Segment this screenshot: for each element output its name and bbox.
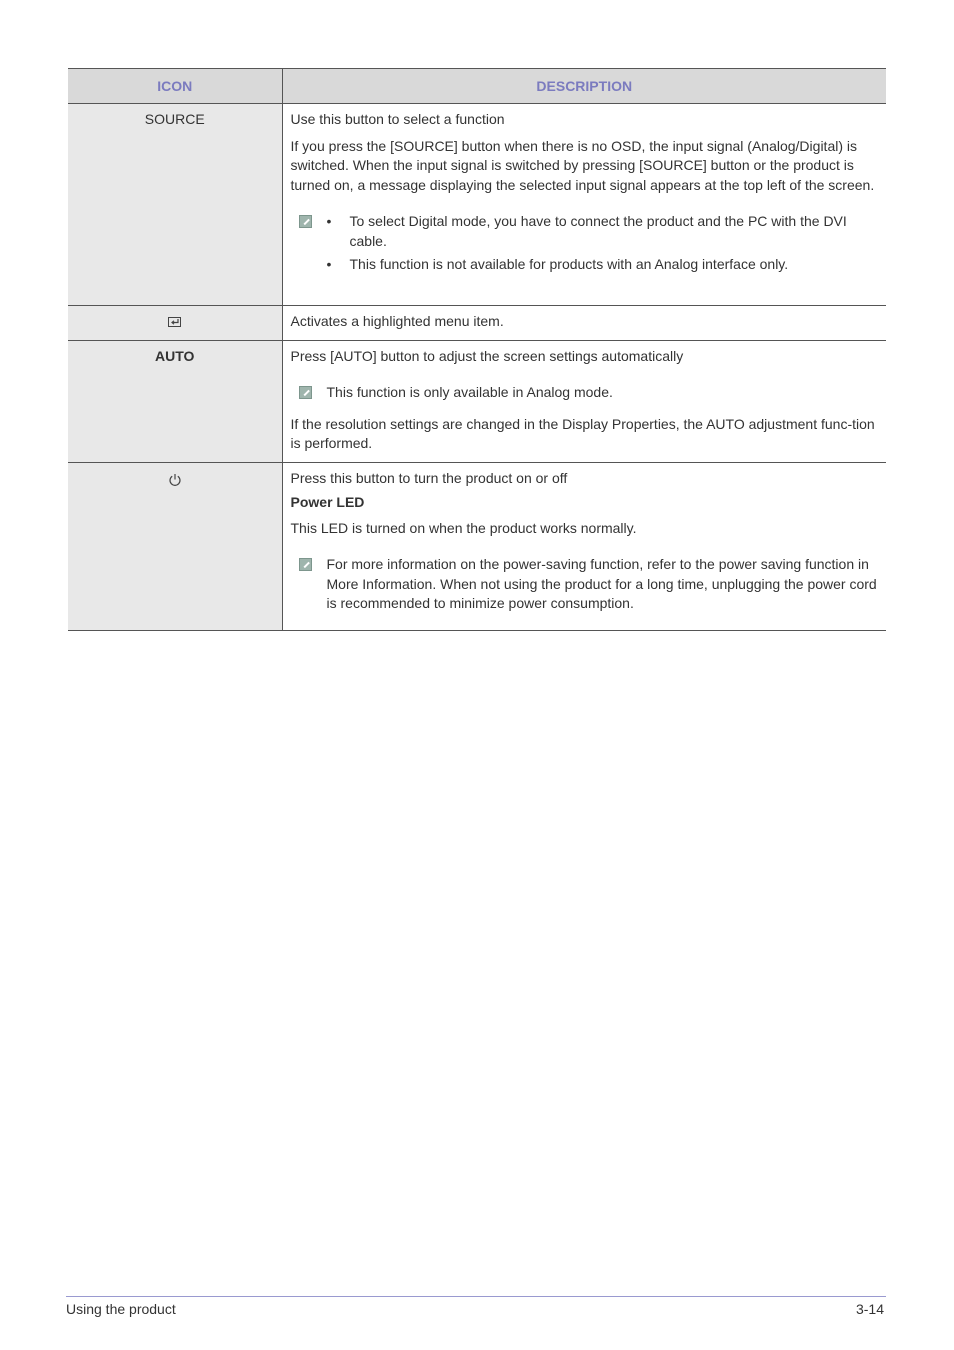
- table-row: [68, 104, 886, 306]
- note-icon: [299, 215, 312, 228]
- note-list-item: • This function is not available for products with an Analog interface only.: [327, 255, 879, 275]
- description-line: Press this button to turn the product on or off: [290, 469, 568, 486]
- note-text: This function is only available in Analog mode.: [326, 384, 613, 400]
- description-line: Press [AUTO] button to adjust the screen settings automatically: [290, 347, 684, 364]
- icon-cell: [68, 462, 282, 630]
- power-icon: [168, 473, 182, 493]
- table-header-row: [68, 69, 886, 104]
- note-block: [291, 212, 879, 275]
- table-row: [68, 340, 886, 462]
- footer-page-number: 3-14: [855, 1301, 884, 1317]
- enter-icon: [168, 317, 181, 327]
- icon-cell: [68, 306, 282, 341]
- footer-rule: [66, 1296, 886, 1297]
- icon-cell: [68, 340, 282, 462]
- note-list: [327, 212, 879, 275]
- note-text: For more information on the power-saving function, refer to the power saving function in More Information. When not using the product for a long time, unplugging the power cord is recommended to minimize power consumption.: [326, 556, 877, 611]
- description-line: Activates a highlighted menu item.: [290, 313, 504, 329]
- source-label: SOURCE: [144, 111, 205, 127]
- note-block: [291, 383, 879, 403]
- description-line: If the resolution settings are changed in the Display Properties, the AUTO adjustment func-tion is performed.: [290, 415, 875, 451]
- auto-label: AUTO: [155, 347, 195, 364]
- table-row: [68, 306, 886, 341]
- button-description-table: [68, 68, 886, 631]
- description-cell: [282, 104, 886, 306]
- note-icon: [299, 386, 312, 399]
- header-description: DESCRIPTION: [282, 69, 886, 104]
- icon-cell: [68, 104, 282, 306]
- description-cell: [282, 462, 886, 630]
- description-line: Use this button to select a function: [290, 111, 505, 127]
- description-cell: [282, 306, 886, 341]
- table-row: [68, 462, 886, 630]
- description-line: This LED is turned on when the product works normally.: [290, 519, 637, 536]
- note-icon: [299, 558, 312, 571]
- note-list-item: • To select Digital mode, you have to connect the product and the PC with the DVI cable.: [327, 212, 879, 251]
- subheading: Power LED: [290, 494, 365, 510]
- description-line: If you press the [SOURCE] button when there is no OSD, the input signal (Analog/Digital) is switched. When the input signal is switched by pressing [SOURCE] button or the product is turned on, a message displaying the selected input signal appears at the top left of the screen.: [290, 137, 875, 193]
- footer-section-title: Using the product: [66, 1301, 176, 1317]
- header-icon: ICON: [68, 69, 282, 104]
- description-cell: [282, 340, 886, 462]
- note-block: [291, 555, 879, 614]
